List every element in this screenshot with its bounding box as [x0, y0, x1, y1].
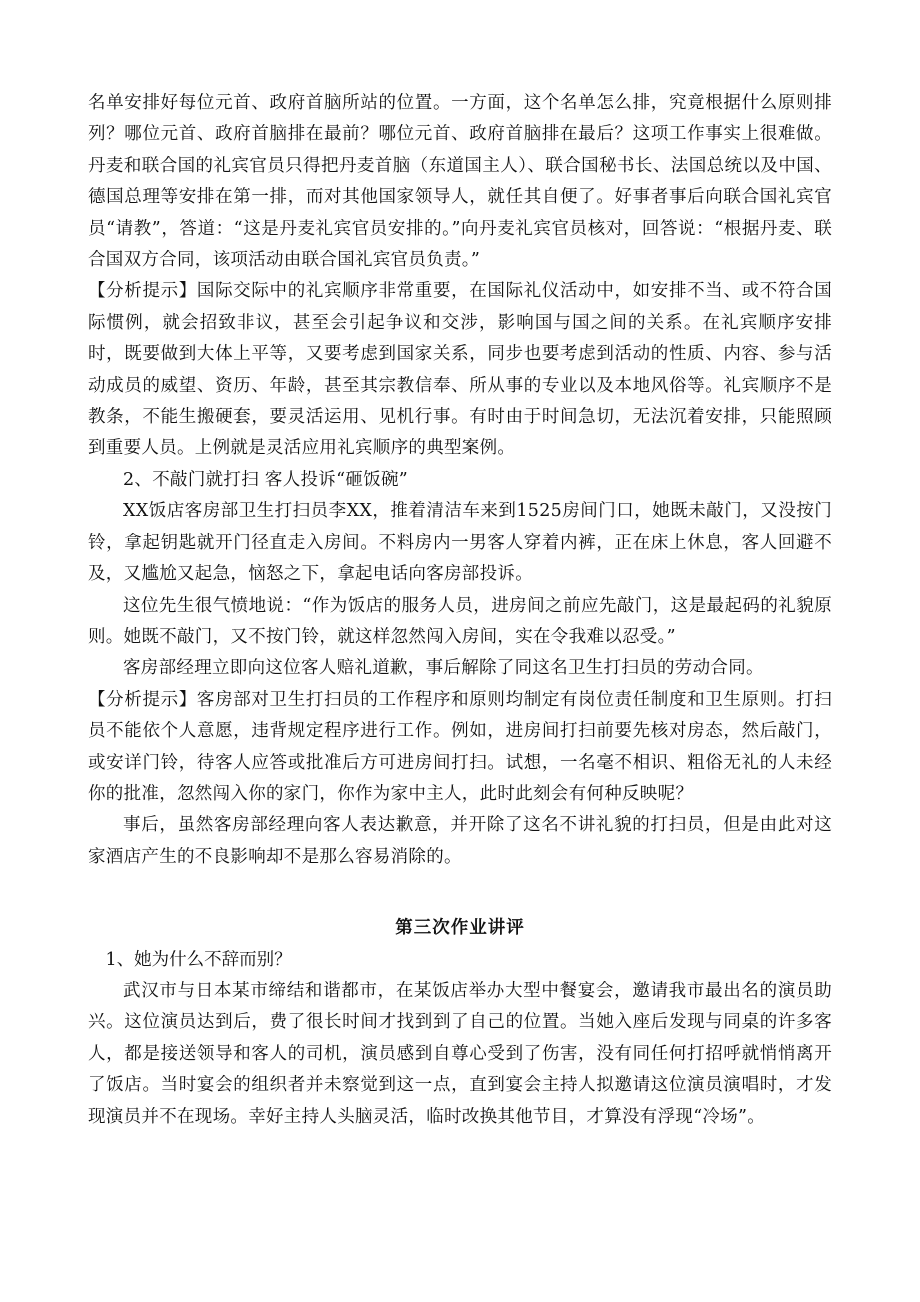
- paragraph-aftermath: 事后，虽然客房部经理向客人表达歉意，并开除了这名不讲礼貌的打扫员，但是由此对这家酒店产生的不良影响却不是那么容易消除的。: [88, 815, 832, 867]
- paragraph-analysis-protocol: 【分析提示】国际交际中的礼宾顺序非常重要，在国际礼仪活动中，如安排不当、或不符合国际惯例，就会招致非议，甚至会引起争议和交涉，影响国与国之间的关系。在礼宾顺序安排时，既要做到大体上平等，又要考虑到国家关系，同步也要考虑到活动的性质、内容、参与活动成员的威望、资历、年龄，甚至其宗教信奉、所从事的专业以及本地风俗等。礼宾顺序不是教条，不能生搬硬套，要灵活运用、见机行事。有时由于时间急切，无法沉着安排，只能照顾到重要人员。上例就是灵活应用礼宾顺序的典型案例。: [88, 281, 832, 459]
- paragraph-seating-story: 名单安排好每位元首、政府首脑所站的位置。一方面，这个名单怎么排，究竟根据什么原则排列？哪位元首、政府首脑排在最前？哪位元首、政府首脑排在最后？这项工作事实上很难做。丹麦和联合国的礼宾官员只得把丹麦首脑（东道国主人）、联合国秘书长、法国总统以及中国、德国总理等安排在第一排，而对其他国家领导人，就任其自便了。好事者事后向联合国礼宾官员“请教”，答道：“这是丹麦礼宾官员安排的。”向丹麦礼宾官员核对，回答说：“根据丹麦、联合国双方合同，该项活动由联合国礼宾官员负责。”: [88, 93, 832, 271]
- section-title: 第三次作业讲评: [395, 918, 525, 939]
- paragraph-banquet-story: 武汉市与日本某市缔结和谐都市，在某饭店举办大型中餐宴会，邀请我市最出名的演员助兴。这位演员达到后，费了很长时间才找到到了自己的位置。当她入座后发现与同桌的许多客人，都是接送领导和客人的司机，演员感到自尊心受到了伤害，没有同任何打招呼就悄悄离开了饭店。当时宴会的组织者并未察觉到这一点，直到宴会主持人拟邀请这位演员演唱时，才发现演员并不在现场。幸好主持人头脑灵活，临时改换其他节目，才算没有浮现“冷场”。: [88, 980, 832, 1127]
- paragraph-manager-apology: 客房部经理立即向这位客人赔礼道歉，事后解除了同这名卫生打扫员的劳动合同。: [123, 658, 764, 679]
- paragraph-guest-complaint: 这位先生很气愤地说：“作为饭店的服务人员，进房间之前应先敲门，这是最起码的礼貌原则。她既不敲门，又不按门铃，就这样忽然闯入房间，实在令我难以忍受。”: [88, 595, 832, 647]
- paragraph-analysis-housekeeping: 【分析提示】客房部对卫生打扫员的工作程序和原则均制定有岗位责任制度和卫生原则。打扫员不能依个人意愿，违背规定程序进行工作。例如，进房间打扫前要先核对房态，然后敲门，或安详门铃，待客人应答或批准后方可进房间打扫。试想，一名毫不相识、粗俗无礼的人未经你的批准，忽然闯入你的家门，你作为家中主人，此时此刻会有何种反映呢？: [88, 689, 832, 804]
- case-heading-leave: 1、她为什么不辞而别？: [105, 949, 292, 970]
- paragraph-cleaner-story: XX饭店客房部卫生打扫员李XX，推着清洁车来到1525房间门口，她既未敲门，又没按门铃，拿起钥匙就开门径直走入房间。不料房内一男客人穿着内裤，正在床上休息，客人回避不及，又尴尬又起急，恼怒之下，拿起电话向客房部投诉。: [88, 501, 832, 585]
- case-heading-knock: 2、不敲门就打扫 客人投诉“砸饭碗”: [123, 469, 408, 490]
